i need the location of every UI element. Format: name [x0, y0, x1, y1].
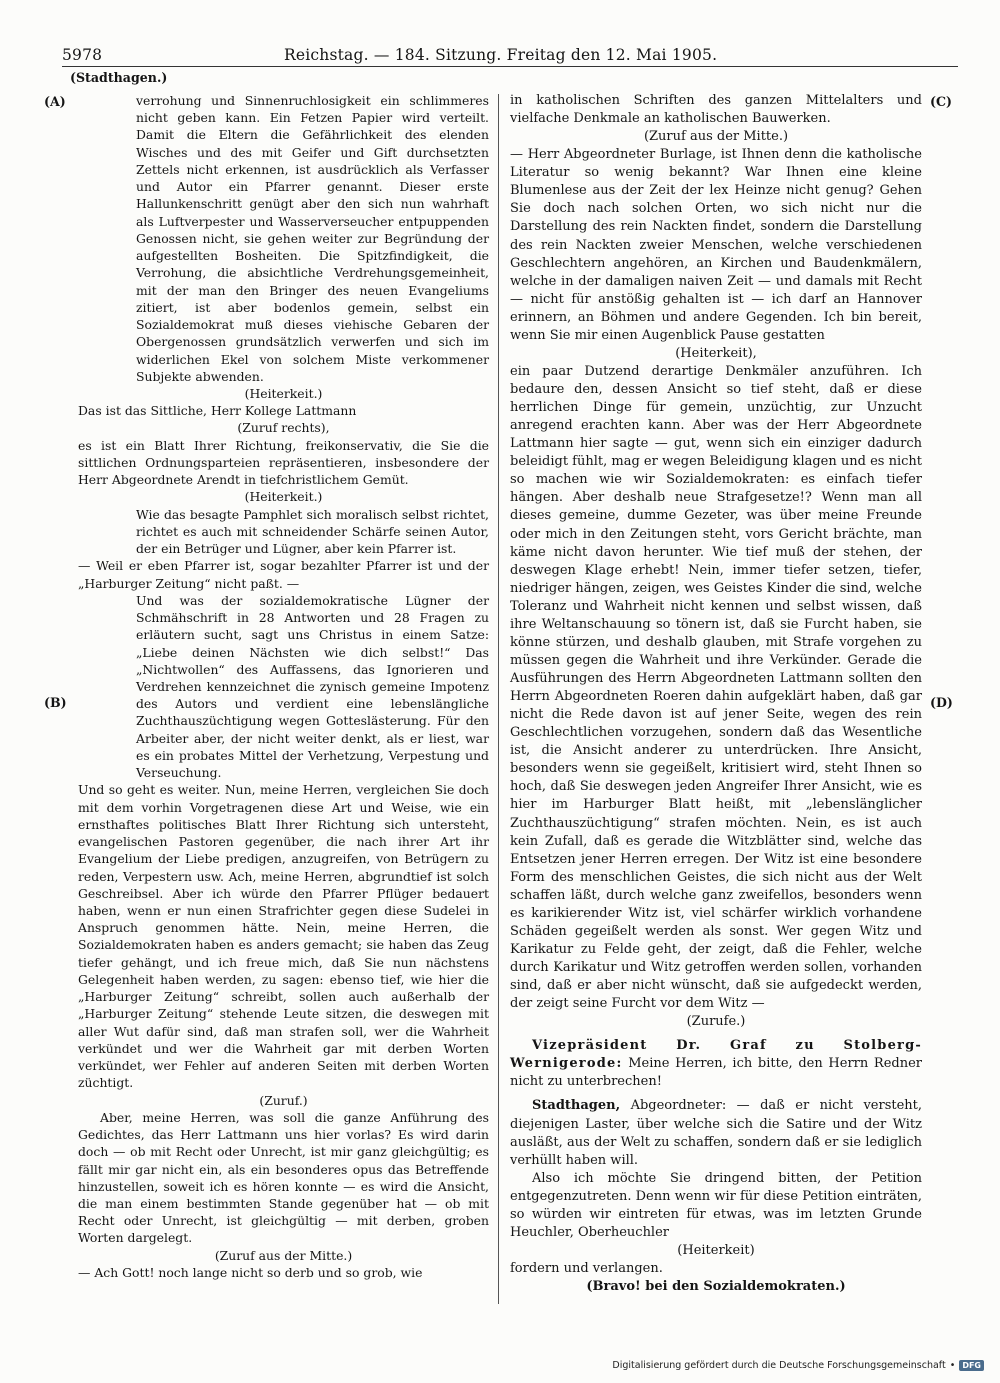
footer-separator: •	[949, 1360, 956, 1371]
header-rule	[62, 66, 958, 67]
paragraph: — Herr Abgeordneter Burlage, ist Ihnen denn die katholische Literatur so wenig bekannt? War Ihnen eine kleine Blumenlese aus der Zeit der lex Heinze nicht genug? Gehen Sie doch nach solchen Orten, wo sich nicht nur die Darstellung des rein Nackten findet, sondern die Darstellung des rein Nackten zweier Menschen, welche verschiedenen Geschlechtern angehören, an Kirchen und Baudenkmälern, welche in der damaligen naiven Zeit — und damals mit Recht — nicht für anstößig gehalten ist — ich darf an Hannover erinnern, an Böhmen und andere Gegenden. Ich bin bereit, wenn Sie mir einen Augenblick Pause gestatten	[510, 147, 922, 343]
page-number: 5978	[62, 46, 103, 64]
speaker-tag: (Stadthagen.)	[70, 70, 168, 85]
interjection: (Heiterkeit.)	[244, 385, 323, 401]
speaker-name: Stadthagen,	[532, 1098, 621, 1114]
running-title: Reichstag. — 184. Sitzung. Freitag den 12. Mai 1905.	[284, 46, 718, 64]
footer	[612, 1360, 984, 1371]
paragraph: Aber, meine Herren, was soll die ganze Anführung des Gedichtes, das Herr Lattmann uns hier vorlas? Es wird darin doch — ob mit Recht oder Unrecht, ist mir ganz gleichgültig; es fällt mir gar nicht ein, als ein besonderes opus das Betreffende hinzustellen, soweit ich es hören konnte — es wird die Ansicht, die man einem bestimmten Stande gegenüber hat — ob mit Recht oder Unrecht, ist gleichgültig — mit derben, groben Worten dargelegt.	[78, 1109, 489, 1246]
vice-president-remark	[510, 1037, 922, 1091]
margin-marker-b: (B)	[44, 695, 67, 710]
right-column	[510, 92, 922, 1296]
margin-marker-d: (D)	[930, 695, 953, 710]
speaker-role: Abgeordneter:	[630, 1098, 727, 1114]
speaker-remark	[510, 1097, 922, 1169]
dfg-logo-icon: DFG	[959, 1360, 984, 1371]
interjection: (Heiterkeit)	[677, 1242, 755, 1258]
paragraph: fordern und verlangen.	[510, 1261, 663, 1276]
interjection: (Zuruf aus der Mitte.)	[214, 1247, 353, 1263]
quoted-paragraph: Und was der sozialdemokratische Lügner der Schmähschrift in 28 Antworten und 28 Fragen zu erläutern sucht, sagt uns Christus in einem Satze: „Liebe deinen Nächsten wie dich selbst!“ Das „Nichtwollen“ des Auffassens, das Ignorieren und Verdrehen kennzeichnet die zynisch gemeine Impotenz des Autors und verdient eine lebenslängliche Zuchthauszüchtigung wegen Gotteslästerung. Für den Arbeiter aber, der nicht weiter denkt, als er liest, war es ein probates Mittel der Verhetzung, Verpestung und Verseuchung.	[136, 592, 489, 781]
paragraph: es ist ein Blatt Ihrer Richtung, freikonservativ, die Sie die sittlichen Ordnungsparteien repräsentieren, insbesondere der Herr Abgeordnete Arendt in tiefchristlichem Gemüt.	[78, 437, 489, 488]
paragraph: Und so geht es weiter. Nun, meine Herren, vergleichen Sie doch mit dem vorhin Vorgetragenen diese Art und Weise, wie ein ernsthaftes politisches Blatt Ihrer Richtung sich untersteht, evangelischen Pastoren gegenüber, die nach ihrer Art ihr Evangelium der Liebe predigen, anzugreifen, von Betrügern zu reden, Verpestern usw. Ach, meine Herren, abgrundtief ist solch Geschreibsel. Aber ich würde den Pfarrer Pflüger bedauert haben, wenn er nun einen Strafrichter gegen diese Sudelei in Anspruch genommen hätte. Nein, meine Herren, die Sozialdemokraten haben es anders gemacht; sie haben das Zeug tiefer gehängt, und ich freue mich, daß Sie nun nächstens Gelegenheit haben werden, zu sagen: ebenso tief, wie hier die „Harburger Zeitung“ schreibt, sollen auch außerhalb der „Harburger Zeitung“ stehende Leute sitzen, die deswegen mit aller Wut dafür sind, daß man strafen soll, wer die Wahrheit verkündet und wer die Wahrheit gar mit derben Worten verkündet, wer Fehler auf anderen Seiten mit derben Worten züchtigt.	[78, 782, 489, 1091]
paragraph: — Ach Gott! noch lange nicht so derb und so grob, wie	[78, 1264, 423, 1280]
margin-marker-a: (A)	[44, 94, 66, 109]
vice-president-title: Vizepräsident Dr. Graf zu Stolberg-Wernigerode:	[510, 1038, 922, 1072]
margin-marker-c: (C)	[930, 94, 952, 109]
interjection: (Zuruf rechts),	[237, 420, 330, 436]
paragraph: ein paar Dutzend derartige Denkmäler anzuführen. Ich bedaure den, dessen Ansicht so tief steht, daß er diese herrlichen Dinge für gemein, unzüchtig, zur Unzucht anregend erachten kann. Aber was der Herr Abgeordnete Lattmann hier sagte — gut, wenn sich ein einziger dadurch beleidigt fühlt, mag er wegen Beleidigung klagen und es nicht so machen wie wir Sozialdemokraten: es einfach tiefer hängen. Aber deshalb neue Strafgesetze!? Wenn man all dieses gemeine, dumme Gezeter, was über meine Freunde oder mich in den Zeitungen steht, vors Gericht brächte, man käme nicht davon herunter. Wie tief muß der stehen, der deswegen Klage erhebt! Nein, immer tiefer setzen, tiefer, niedriger hängen, zeigen, wes Geistes Kinder die sind, welche Toleranz und Wahrheit nicht kennen und selbst wissen, daß ihre Weltanschauung so tönern ist, daß sie Furcht haben, sie könne stürzen, und deshalb glauben, mit Strafe vorgehen zu müssen gegen die Wahrheit und ihre Verkünder. Gerade die Ausführungen des Herrn Abgeordneten Lattmann sollten den Herrn Abgeordneten Roeren dahin aufgeklärt haben, daß gar nicht die Rede davon ist auf jener Seite, wegen des rein Geschlechtlichen vorzugehen, sondern daß das Wesentliche ist, die Ansicht anderer zu unterdrücken. Ihre Ansicht, besonders wenn sie gegeißelt, kritisiert wird, steht Ihnen so hoch, daß Sie deswegen jeden Angreifer Ihrer Ansicht, wie es hier im Harburger Blatt heißt, mit „lebenslänglicher Zuchthauszüchtigung“ strafen möchten. Nein, es ist auch kein Zufall, daß es gerade die Witzblätter sind, welche das Entsetzen jener Herren erregen. Der Witz ist eine besondere Form des menschlichen Geistes, die sich nicht aus der Welt schaffen läßt, durch welche ganz zweifellos, besonders wenn es karikierender Witz ist, viel schärfer wirklich vorhandene Schäden gegeißelt werden als sonst. Wer gegen Witz und Karikatur zu Felde geht, der zeigt, daß die Fehler, welche durch Karikatur und Witz getroffen werden sollen, vorhanden sind, daß er aber nicht wünscht, daß sie aufgedeckt werden, der zeigt seine Furcht vor dem Witz —	[510, 363, 922, 1012]
left-column	[78, 92, 489, 1281]
quoted-paragraph: Wie das besagte Pamphlet sich moralisch selbst richtet, richtet es auch mit schneidender Schärfe seinen Autor, der ein Betrüger und Lügner, aber kein Pfarrer ist.	[136, 506, 489, 557]
interjection: (Zurufe.)	[686, 1014, 746, 1030]
paragraph: in katholischen Schriften des ganzen Mittelalters und vielfache Denkmale an katholischen Bauwerken.	[510, 93, 922, 127]
interjection: (Heiterkeit.)	[244, 489, 323, 505]
interjection: (Bravo! bei den Sozialdemokraten.)	[586, 1279, 846, 1295]
running-header	[62, 46, 958, 68]
interjection: (Zuruf aus der Mitte.)	[643, 129, 789, 145]
paragraph: Also ich möchte Sie dringend bitten, der Petition entgegenzutreten. Denn wenn wir für diese Petition einträten, so würden wir eintreten für etwas, was im letzten Grunde Heuchler, Oberheuchler	[510, 1170, 922, 1240]
column-divider	[498, 94, 499, 1304]
quoted-paragraph: verrohung und Sinnenruchlosigkeit ein schlimmeres nicht geben kann. Ein Fetzen Papier wird verteilt. Damit die Eltern die Gefährlichkeit des elenden Wisches und des mit Geifer und Gift durchsetzten Zettels nicht erkennen, ist ausdrücklich als Verfasser und Autor ein Pfarrer genannt. Dieser erste Hallunkenschritt genügt aber den sich nun wahrhaft als Luftverpester und Wasserverseucher entpuppenden Genossen nicht, sie gehen weiter zur Begründung der aufgestellten Bosheiten. Die Spitzfindigkeit, die Verrohung, die absichtliche Verdrehungsgemeinheit, mit der man den Bringer des neuen Evangeliums zitiert, ist aber bodenlos gemein, selbst ein Sozialdemokrat muß dieses viehische Gebaren der Obergenossen grundsätzlich verwerfen und sich im widerlichen Ekel von solchem Miste verkommener Subjekte abwenden.	[136, 93, 489, 384]
footer-text: Digitalisierung gefördert durch die Deutsche Forschungsgemeinschaft	[612, 1360, 946, 1371]
interjection: (Heiterkeit),	[675, 345, 757, 361]
interjection: (Zuruf.)	[259, 1092, 308, 1108]
vice-president-text: Meine Herren, ich bitte, den Herrn Redner nicht zu unterbrechen!	[510, 1056, 923, 1090]
speaker-text: — daß er nicht versteht, diejenigen Laster, über welche sich die Satire und der Witz ausläßt, aus der Welt zu schaffen, sondern daß er sie lediglich verhüllt haben will.	[510, 1098, 923, 1168]
paragraph: — Weil er eben Pfarrer ist, sogar bezahlter Pfarrer ist und der „Harburger Zeitung“ nicht paßt. —	[78, 558, 489, 591]
paragraph: Das ist das Sittliche, Herr Kollege Lattmann	[78, 403, 357, 419]
